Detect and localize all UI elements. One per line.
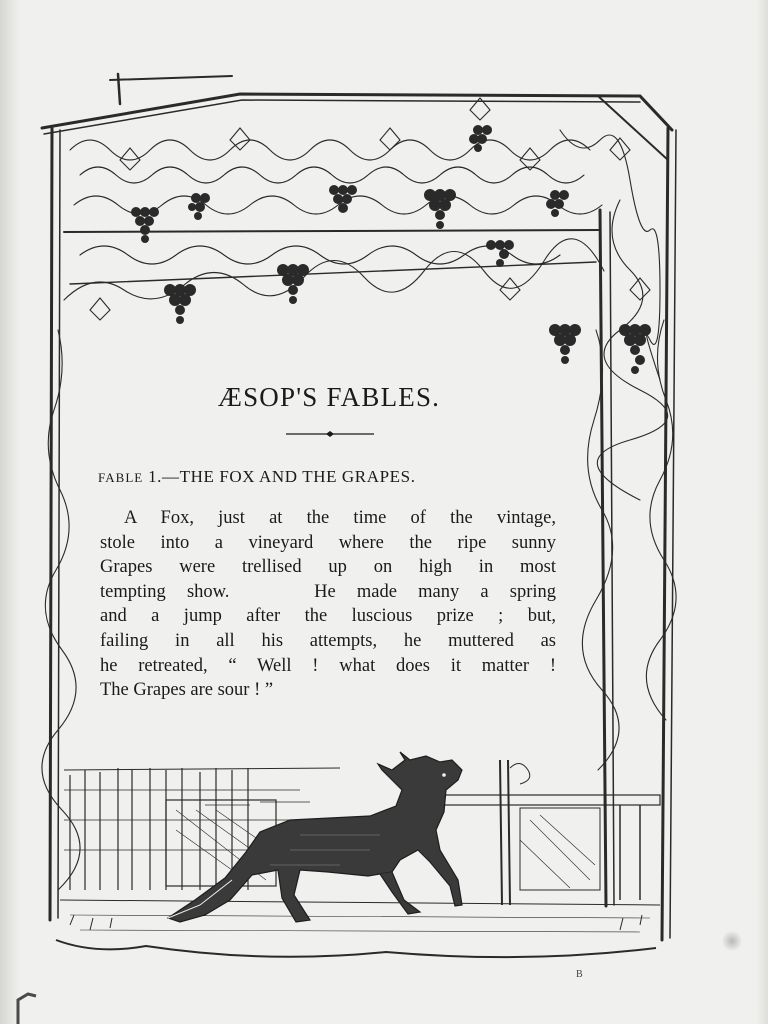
page-corner-mark <box>14 990 40 1024</box>
fable-line: The Grapes are sour ! ” <box>100 680 274 701</box>
fable-line: failing in all his attempts, he muttered as <box>100 630 556 651</box>
grape-bunches <box>131 125 651 374</box>
fable-line: Grapes were trellised up on high in most <box>100 557 556 578</box>
ground <box>56 900 660 957</box>
fable-line: tempting show. He made many a spring <box>100 581 556 602</box>
fable-label: FABLE <box>98 470 144 485</box>
signature-mark: B <box>576 969 583 980</box>
paper-smudge <box>722 930 742 952</box>
fable-line: and a jump after the luscious prize ; but, <box>100 606 556 627</box>
fable-title: 1.—THE FOX AND THE GRAPES. <box>148 467 416 486</box>
fable-line: he retreated, “ Well ! what does it matter ! <box>100 655 556 676</box>
fable-line: A Fox, just at the time of the vintage, <box>124 508 556 528</box>
fox <box>168 752 462 922</box>
fable-line: stole into a vineyard where the ripe sunny <box>100 532 556 553</box>
book-title: ÆSOP'S FABLES. <box>217 382 441 412</box>
fable-heading <box>98 467 558 487</box>
fable-body <box>100 506 556 703</box>
ornamental-rule <box>286 431 374 437</box>
